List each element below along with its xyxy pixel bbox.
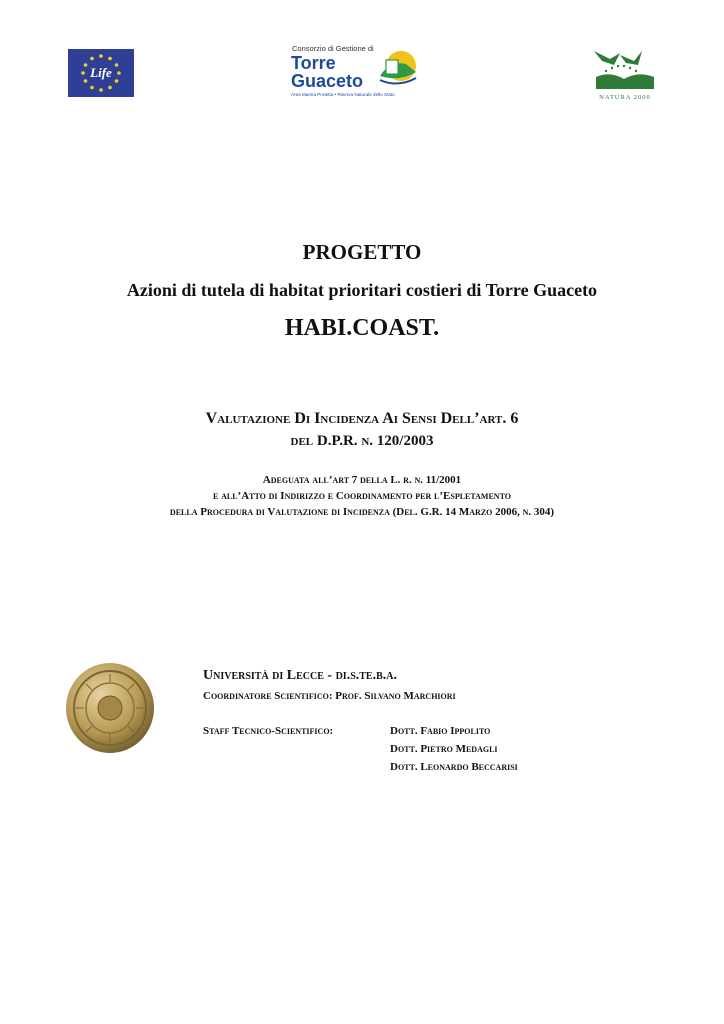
natura-2000-logo xyxy=(590,45,660,101)
project-label: PROGETTO xyxy=(302,240,422,264)
natura-2000-text: NATURA 2000 xyxy=(599,94,651,101)
staff-member: Dott. Pietro Medagli xyxy=(390,743,498,755)
university-seal-image xyxy=(64,662,156,754)
tg-tagline-text: Area Marina Protetta • Riserva Naturale dello Stato xyxy=(291,92,395,97)
staff-label: Staff Tecnico-Scientifico: xyxy=(203,725,334,737)
torre-guaceto-logo xyxy=(288,42,420,100)
project-title: Azioni di tutela di habitat prioritari costieri di Torre Guaceto xyxy=(126,280,598,300)
eu-life-logo xyxy=(68,49,134,97)
valutazione-heading: Valutazione Di Incidenza Ai Sensi Dell’art. 6 xyxy=(205,410,519,427)
adeguata-line-1: Adeguata all’art 7 della L. r. n. 11/2001 xyxy=(262,474,462,486)
adeguata-line-2: e all’Atto di Indirizzo e Coordinamento per l’Espletamento xyxy=(213,490,511,502)
scientific-coordinator: Coordinatore Scientifico: Prof. Silvano Marchiori xyxy=(203,690,456,702)
valutazione-subheading: del D.P.R. n. 120/2003 xyxy=(290,433,434,449)
staff-member: Dott. Fabio Ippolito xyxy=(390,725,491,737)
adeguata-line-3: della Procedura di Valutazione di Incidenza (Del. G.R. 14 Marzo 2006, n. 304) xyxy=(169,506,555,518)
university-name: Università di Lecce - di.s.te.b.a. xyxy=(203,668,397,683)
tg-torre-text: Torre xyxy=(291,53,336,73)
project-code: HABI.COAST. xyxy=(284,315,440,341)
staff-member: Dott. Leonardo Beccarisi xyxy=(390,761,518,773)
tg-consorzio-text: Consorzio di Gestione di xyxy=(292,44,374,53)
tg-guaceto-text: Guaceto xyxy=(291,71,364,91)
life-logo-text: Life xyxy=(90,65,112,80)
